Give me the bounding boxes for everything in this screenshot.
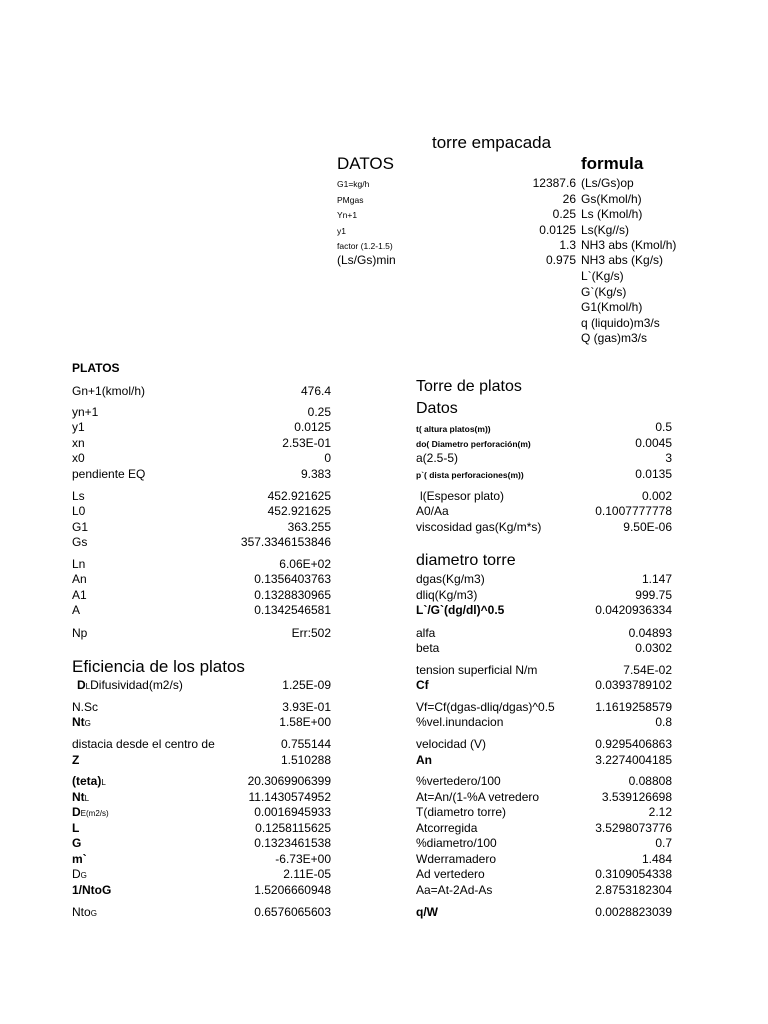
row-label: m` <box>72 852 87 866</box>
row-value: 0.002 <box>641 489 672 503</box>
sheet-title: torre empacada <box>432 133 552 152</box>
row-value: 0.0016945933 <box>254 805 331 819</box>
formula-item: Ls(Kg//s) <box>581 223 630 237</box>
row-label: do( Diametro perforación(m) <box>416 439 531 449</box>
row-label: velocidad (V) <box>416 737 487 751</box>
torre-platos-heading: Torre de platos <box>416 378 522 395</box>
row-value: 0.0135 <box>635 467 672 481</box>
row-value: 1.25E-09 <box>282 678 331 692</box>
row-label: Gs <box>72 535 88 549</box>
formula-item: Ls (Kmol/h) <box>581 207 643 221</box>
top-label: y1 <box>337 226 346 236</box>
row-value: 0.25 <box>307 405 331 419</box>
row-value: 0.6576065603 <box>254 905 331 919</box>
row-label: dliq(Kg/m3) <box>416 588 478 602</box>
formula-item: G1(Kmol/h) <box>581 300 643 314</box>
row-value: 0.755144 <box>280 737 331 751</box>
row-value: 357.3346153846 <box>240 535 331 549</box>
row-value: Err:502 <box>291 626 331 640</box>
formula-item: NH3 abs (Kmol/h) <box>581 238 677 252</box>
row-label: %diametro/100 <box>416 836 497 850</box>
row-label: NtoG <box>72 905 97 919</box>
formula-item: Q (gas)m3/s <box>581 331 648 345</box>
row-value: 0.1342546581 <box>254 603 331 617</box>
row-value: 2.8753182304 <box>595 883 672 897</box>
row-value: 476.4 <box>300 384 331 398</box>
row-value: 2.12 <box>648 805 672 819</box>
row-label: (teta)L <box>72 774 106 788</box>
row-label: Ad vertedero <box>416 867 485 881</box>
top-label: G1=kg/h <box>337 179 370 189</box>
row-value: 0.0125 <box>294 420 331 434</box>
row-label: G1 <box>72 520 89 534</box>
row-label: DLDifusividad(m2/s) <box>77 678 183 692</box>
row-label: NtL <box>72 790 90 804</box>
row-value: 6.06E+02 <box>279 557 331 571</box>
top-value: 0.975 <box>545 253 576 267</box>
row-value: 1.484 <box>641 852 672 866</box>
formula-heading: formula <box>581 154 644 173</box>
formula-item: (Ls/Gs)op <box>581 176 634 190</box>
formula-item: Gs(Kmol/h) <box>581 192 642 206</box>
row-label: An <box>416 753 432 767</box>
row-label: y1 <box>72 420 85 434</box>
row-value: -6.73E+00 <box>275 852 331 866</box>
row-label: NtG <box>72 715 91 729</box>
row-value: 0.8 <box>655 715 672 729</box>
row-label: L`/G`(dg/dl)^0.5 <box>416 603 505 617</box>
row-label: 1/NtoG <box>72 883 112 897</box>
top-value: 0.25 <box>552 207 576 221</box>
row-value: 0.1328830965 <box>254 588 331 602</box>
row-value: 0.5 <box>655 420 672 434</box>
top-value: 0.0125 <box>539 223 576 237</box>
row-label: Np <box>72 626 88 640</box>
row-label: A0/Aa <box>416 504 449 518</box>
row-label: xn <box>72 436 85 450</box>
formula-item: G`(Kg/s) <box>581 285 627 299</box>
row-value: 0.0028823039 <box>595 905 672 919</box>
row-value: 7.54E-02 <box>623 663 672 677</box>
row-label: yn+1 <box>72 405 99 419</box>
row-label: %vertedero/100 <box>416 774 501 788</box>
row-label: Ln <box>72 557 86 571</box>
row-label: A <box>72 603 81 617</box>
row-label: a(2.5-5) <box>416 451 459 465</box>
row-label: viscosidad gas(Kg/m*s) <box>416 520 542 534</box>
row-value: 999.75 <box>635 588 672 602</box>
top-label: Yn+1 <box>337 210 358 220</box>
row-value: 1.58E+00 <box>279 715 331 729</box>
row-label: Ls <box>72 489 85 503</box>
row-value: 2.11E-05 <box>283 867 331 881</box>
row-value: 0.7 <box>655 836 672 850</box>
row-label: Gn+1(kmol/h) <box>72 384 146 398</box>
row-value: 0.1258115625 <box>255 821 331 835</box>
row-value: 2.53E-01 <box>282 436 331 450</box>
row-value: 1.1619258579 <box>595 700 672 714</box>
row-label: Vf=Cf(dgas-dliq/dgas)^0.5 <box>416 700 555 714</box>
row-label: l(Espesor plato) <box>420 489 505 503</box>
row-value: 452.921625 <box>267 504 331 518</box>
row-value: 9.50E-06 <box>623 520 672 534</box>
row-value: 9.383 <box>300 467 331 481</box>
row-label: A1 <box>72 588 87 602</box>
row-label: beta <box>416 641 440 655</box>
row-value: 3.2274004185 <box>595 753 672 767</box>
row-value: 1.147 <box>641 572 672 586</box>
row-label: An <box>72 572 87 586</box>
top-label: PMgas <box>337 195 364 205</box>
top-value: 1.3 <box>559 238 576 252</box>
row-label: t( altura platos(m)) <box>416 424 491 434</box>
row-label: Atcorregida <box>416 821 478 835</box>
row-value: 3 <box>665 451 672 465</box>
row-label: distacia desde el centro de <box>72 737 215 751</box>
row-label: pendiente EQ <box>72 467 146 481</box>
row-value: 0.08808 <box>628 774 672 788</box>
row-value: 0.3109054338 <box>595 867 672 881</box>
row-value: 20.3069906399 <box>247 774 331 788</box>
row-label: Wderramadero <box>416 852 497 866</box>
datos-heading: DATOS <box>337 154 394 173</box>
top-value: 26 <box>562 192 576 206</box>
top-value: 12387.6 <box>532 176 576 190</box>
row-value: 0.1356403763 <box>254 572 331 586</box>
row-label: N.Sc <box>72 700 99 714</box>
row-label: q/W <box>416 905 438 919</box>
row-value: 1.510288 <box>280 753 331 767</box>
row-value: 0.9295406863 <box>595 737 672 751</box>
row-label: alfa <box>416 626 436 640</box>
row-value: 0.0393789102 <box>595 678 672 692</box>
formula-item: NH3 abs (Kg/s) <box>581 253 664 267</box>
row-value: 0.04893 <box>628 626 672 640</box>
datos-subheading: Datos <box>416 400 458 417</box>
row-value: 1.5206660948 <box>254 883 331 897</box>
eficiencia-heading: Eficiencia de los platos <box>72 657 245 676</box>
row-label: G <box>72 836 82 850</box>
top-label: factor (1.2-1.5) <box>337 241 393 251</box>
formula-item: q (liquido)m3/s <box>581 316 660 330</box>
row-label: x0 <box>72 451 85 465</box>
row-value: 11.1430574952 <box>248 790 331 804</box>
row-value: 0.1007777778 <box>595 504 672 518</box>
row-value: 452.921625 <box>267 489 331 503</box>
row-label: DE(m2/s) <box>72 805 109 819</box>
row-label: At=An/(1-%A vetredero <box>416 790 540 804</box>
row-label: tension superficial N/m <box>416 663 538 677</box>
row-value: 363.255 <box>287 520 331 534</box>
row-label: Cf <box>416 678 429 692</box>
row-value: 0.0302 <box>635 641 672 655</box>
row-label: L <box>72 821 80 835</box>
row-label: p`( dista perforaciones(m)) <box>416 470 524 480</box>
platos-heading: PLATOS <box>72 361 120 375</box>
row-value: 0.0420936334 <box>595 603 672 617</box>
row-value: 0 <box>324 451 331 465</box>
formula-item: L`(Kg/s) <box>581 269 624 283</box>
row-label: dgas(Kg/m3) <box>416 572 485 586</box>
row-label: Z <box>72 753 80 767</box>
row-label: %vel.inundacion <box>416 715 504 729</box>
diametro-heading: diametro torre <box>416 552 516 569</box>
row-value: 0.0045 <box>635 436 672 450</box>
row-value: 0.1323461538 <box>254 836 331 850</box>
row-label: T(diametro torre) <box>416 805 507 819</box>
row-label: L0 <box>72 504 86 518</box>
row-value: 3.93E-01 <box>282 700 331 714</box>
row-label: DG <box>72 867 87 881</box>
row-value: 3.539126698 <box>601 790 672 804</box>
row-value: 3.5298073776 <box>595 821 672 835</box>
row-label: Aa=At-2Ad-As <box>416 883 493 897</box>
top-label: (Ls/Gs)min <box>337 253 396 267</box>
